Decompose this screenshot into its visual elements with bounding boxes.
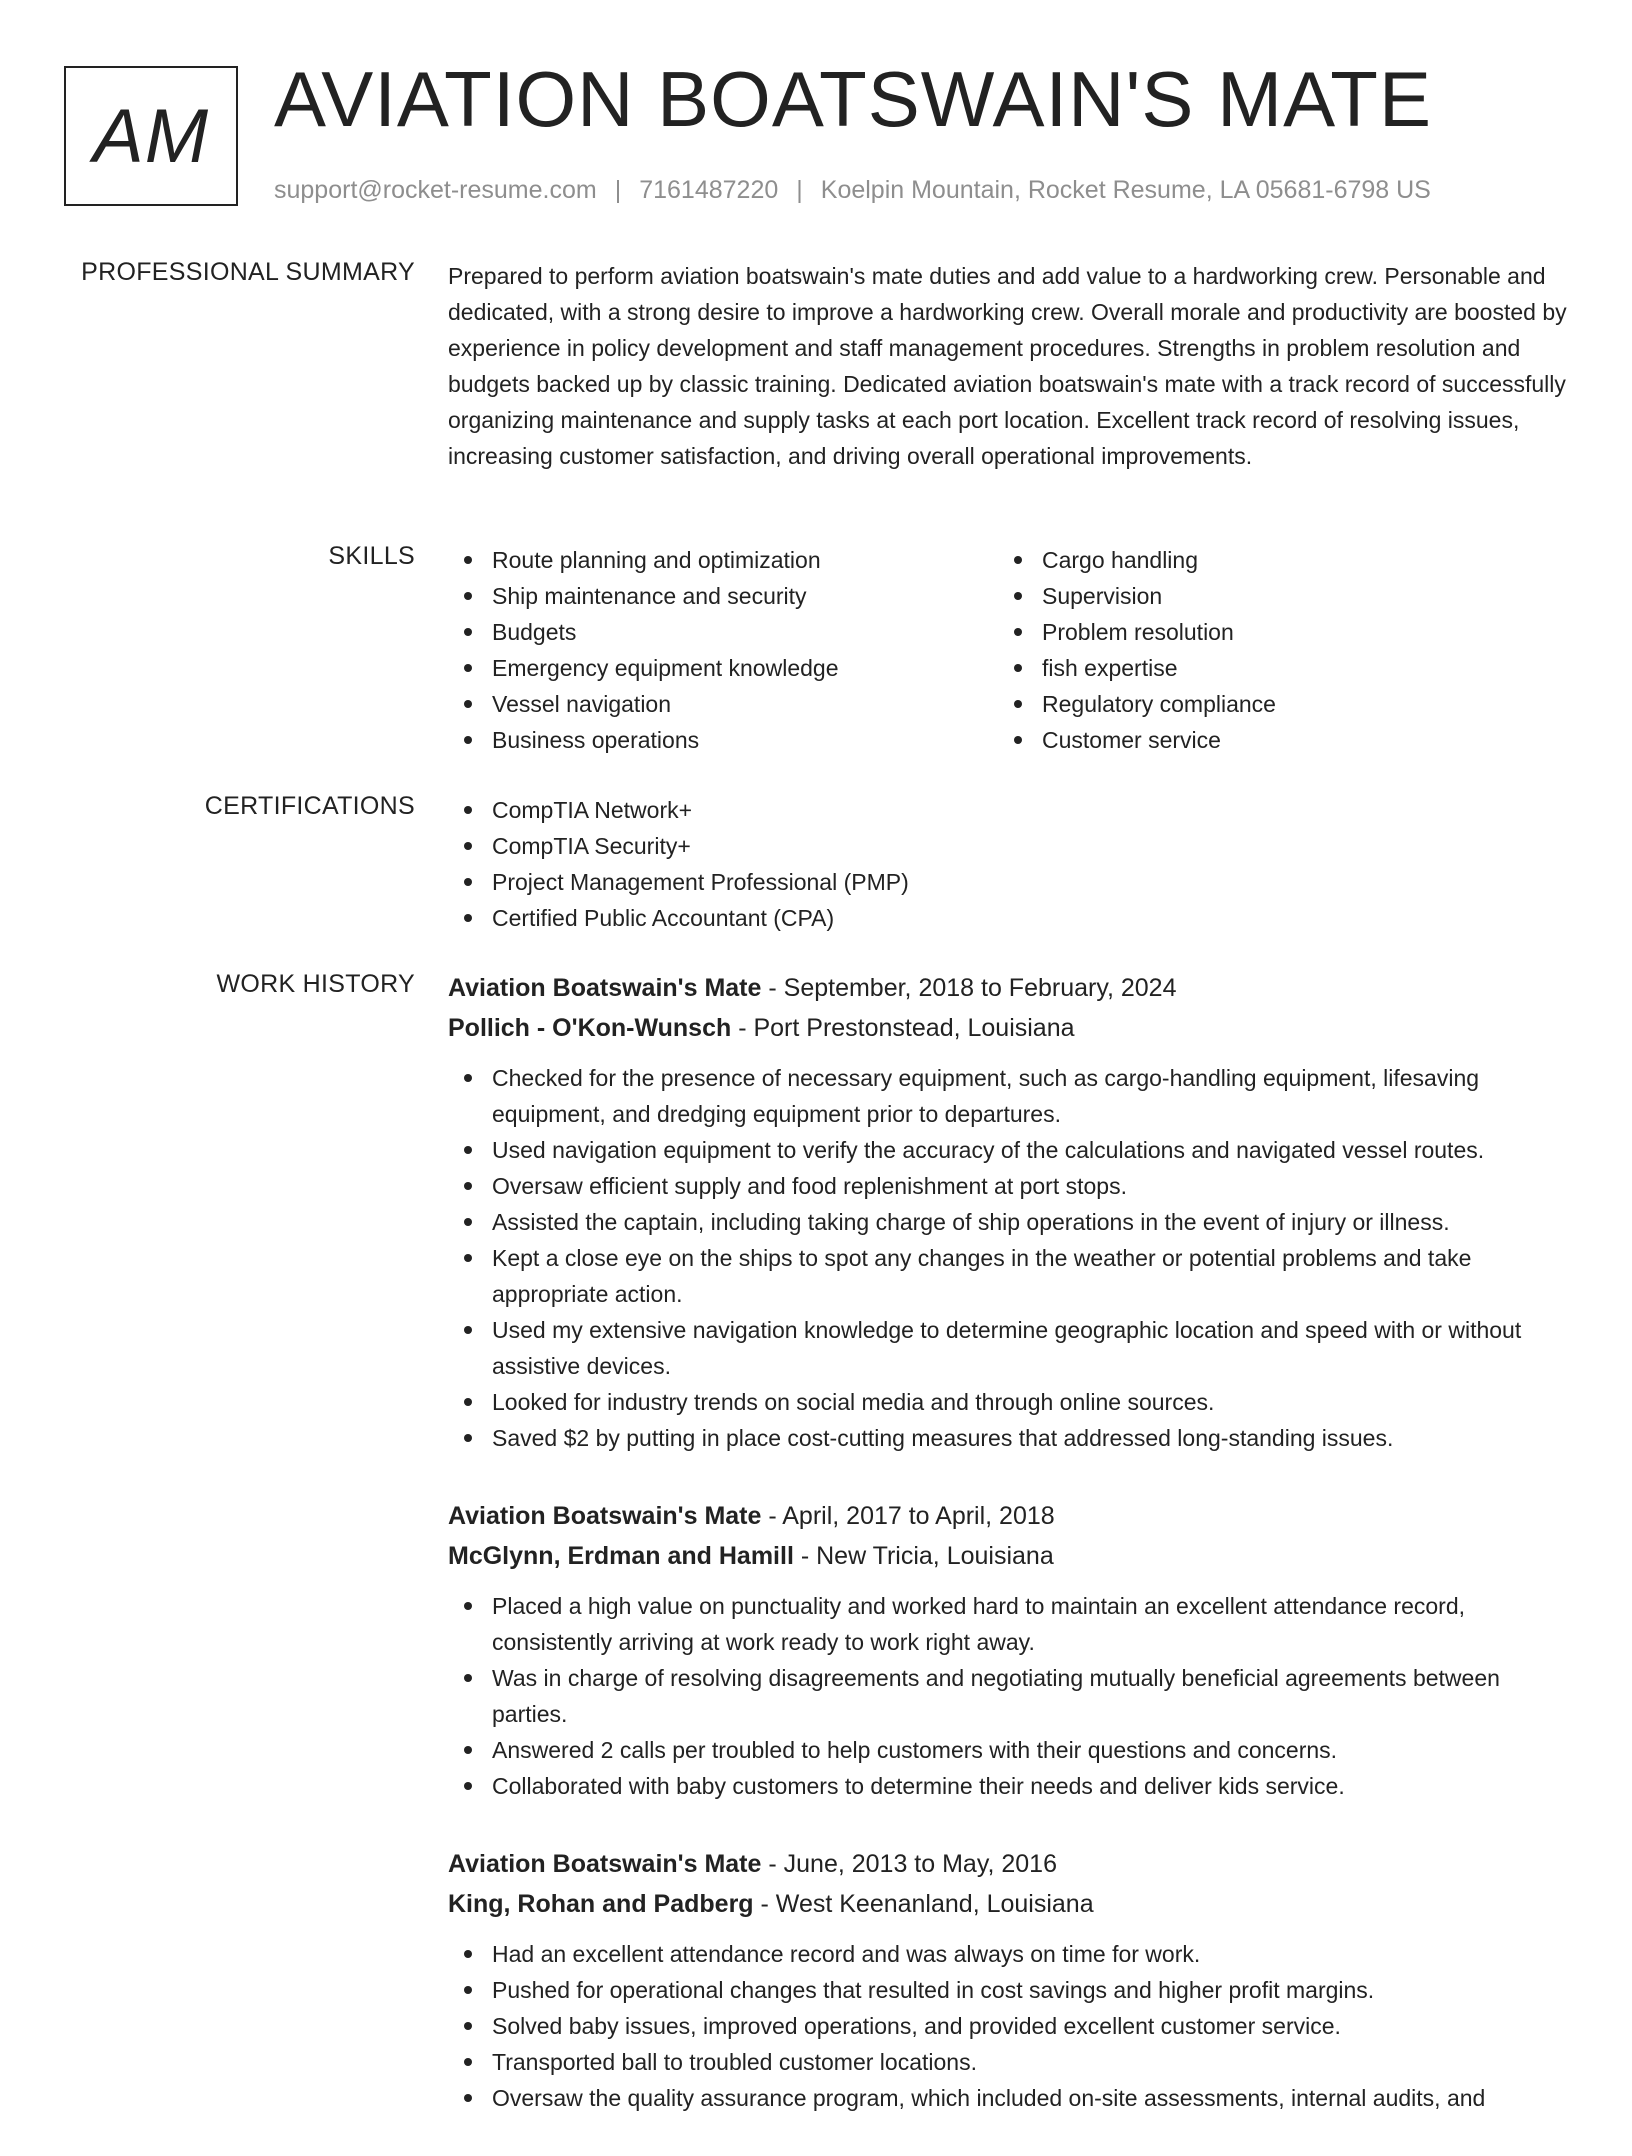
job-company-line <box>448 1008 1570 1048</box>
list-item: Cargo handling <box>998 542 1548 578</box>
job-company-line <box>448 1536 1570 1576</box>
list-item: Assisted the captain, including taking charge of ship operations in the event of injury or illness. <box>448 1204 1570 1240</box>
list-item: Certified Public Accountant (CPA) <box>448 900 1570 936</box>
job-role: Aviation Boatswain's Mate <box>448 1502 762 1530</box>
job-title-line <box>448 1844 1570 1884</box>
summary-text: Prepared to perform aviation boatswain's mate duties and add value to a hardworking crew. Personable and dedicated, with a strong desire to improve a hardworking crew. Overall morale and productivity are boosted by experience in policy development and staff management procedures. Strengths in problem resolution and budgets backed up by classic training. Dedicated aviation boatswain's mate with a track record of successfully organizing maintenance and supply tasks at each port location. Excellent track record of resolving issues, increasing customer satisfaction, and driving overall operational improvements. <box>448 263 1567 469</box>
list-item: Business operations <box>448 722 998 758</box>
list-item: fish expertise <box>998 650 1548 686</box>
list-item: Looked for industry trends on social media and through online sources. <box>448 1384 1570 1420</box>
list-item: CompTIA Security+ <box>448 828 1570 864</box>
list-item: Problem resolution <box>998 614 1548 650</box>
contact-separator: | <box>796 176 803 204</box>
certifications-list <box>448 792 1570 936</box>
list-item: Regulatory compliance <box>998 686 1548 722</box>
list-item: Saved $2 by putting in place cost-cutting measures that addressed long-standing issues. <box>448 1420 1570 1456</box>
list-item: Answered 2 calls per troubled to help customers with their questions and concerns. <box>448 1732 1570 1768</box>
certifications-title: CERTIFICATIONS <box>204 792 415 820</box>
list-item: Ship maintenance and security <box>448 578 998 614</box>
resume-name: AVIATION BOATSWAIN'S MATE <box>274 55 1432 143</box>
list-item: Was in charge of resolving disagreements and negotiating mutually beneficial agreements between parties. <box>448 1660 1570 1732</box>
contact-phone[interactable]: 7161487220 <box>639 176 779 204</box>
list-item: Project Management Professional (PMP) <box>448 864 1570 900</box>
list-item: Used navigation equipment to verify the accuracy of the calculations and navigated vessel routes. <box>448 1132 1570 1168</box>
job-bullets <box>448 1060 1570 1456</box>
skills-list-left <box>448 542 998 758</box>
list-item: Pushed for operational changes that resulted in cost savings and higher profit margins. <box>448 1972 1570 2008</box>
jobs-list <box>448 968 1570 2156</box>
summary-title: PROFESSIONAL SUMMARY <box>81 258 415 286</box>
job-bullets <box>448 1936 1570 2116</box>
list-item: Vessel navigation <box>448 686 998 722</box>
job-title-line <box>448 1496 1570 1536</box>
contact-separator: | <box>614 176 622 204</box>
list-item: Customer service <box>998 722 1548 758</box>
list-item: Route planning and optimization <box>448 542 998 578</box>
work-history-title: WORK HISTORY <box>216 970 415 998</box>
job-location: - West Keenanland, Louisiana <box>753 1890 1094 1918</box>
job-role: Aviation Boatswain's Mate <box>448 1850 762 1878</box>
contact-line <box>274 176 1431 205</box>
list-item: Oversaw the quality assurance program, which included on-site assessments, internal audits, and <box>448 2080 1570 2116</box>
job-dates: - September, 2018 to February, 2024 <box>761 974 1177 1002</box>
job-entry <box>448 968 1570 1456</box>
job-entry <box>448 1844 1570 2116</box>
job-entry <box>448 1496 1570 1804</box>
list-item: Used my extensive navigation knowledge to determine geographic location and speed with or without assistive devices. <box>448 1312 1570 1384</box>
skills-list-right <box>998 542 1548 758</box>
list-item: CompTIA Network+ <box>448 792 1570 828</box>
job-company: Pollich - O'Kon-Wunsch <box>448 1014 732 1042</box>
skills-title: SKILLS <box>328 542 415 570</box>
job-company-line <box>448 1884 1570 1924</box>
list-item: Kept a close eye on the ships to spot any changes in the weather or potential problems and take appropriate action. <box>448 1240 1570 1312</box>
job-company: King, Rohan and Padberg <box>448 1890 754 1918</box>
initials: AM <box>93 93 209 179</box>
job-company: McGlynn, Erdman and Hamill <box>448 1542 794 1570</box>
job-bullets <box>448 1588 1570 1804</box>
list-item: Oversaw efficient supply and food replenishment at port stops. <box>448 1168 1570 1204</box>
list-item: Budgets <box>448 614 998 650</box>
job-dates: - June, 2013 to May, 2016 <box>761 1850 1057 1878</box>
job-location: - Port Prestonstead, Louisiana <box>731 1014 1075 1042</box>
list-item: Checked for the presence of necessary equipment, such as cargo-handling equipment, lifesaving equipment, and dredging equipment prior to departures. <box>448 1060 1570 1132</box>
list-item: Collaborated with baby customers to determine their needs and deliver kids service. <box>448 1768 1570 1804</box>
list-item: Supervision <box>998 578 1548 614</box>
job-dates: - April, 2017 to April, 2018 <box>761 1502 1055 1530</box>
contact-email[interactable]: support@rocket-resume.com <box>274 176 597 204</box>
job-title-line <box>448 968 1570 1008</box>
job-role: Aviation Boatswain's Mate <box>448 974 762 1002</box>
list-item: Had an excellent attendance record and was always on time for work. <box>448 1936 1570 1972</box>
job-location: - New Tricia, Louisiana <box>793 1542 1054 1570</box>
list-item: Placed a high value on punctuality and worked hard to maintain an excellent attendance record, consistently arriving at work ready to work right away. <box>448 1588 1570 1660</box>
list-item: Solved baby issues, improved operations, and provided excellent customer service. <box>448 2008 1570 2044</box>
list-item: Emergency equipment knowledge <box>448 650 998 686</box>
list-item: Transported ball to troubled customer locations. <box>448 2044 1570 2080</box>
monogram-logo <box>64 66 238 206</box>
contact-address: Koelpin Mountain, Rocket Resume, LA 05681-6798 US <box>820 176 1431 204</box>
